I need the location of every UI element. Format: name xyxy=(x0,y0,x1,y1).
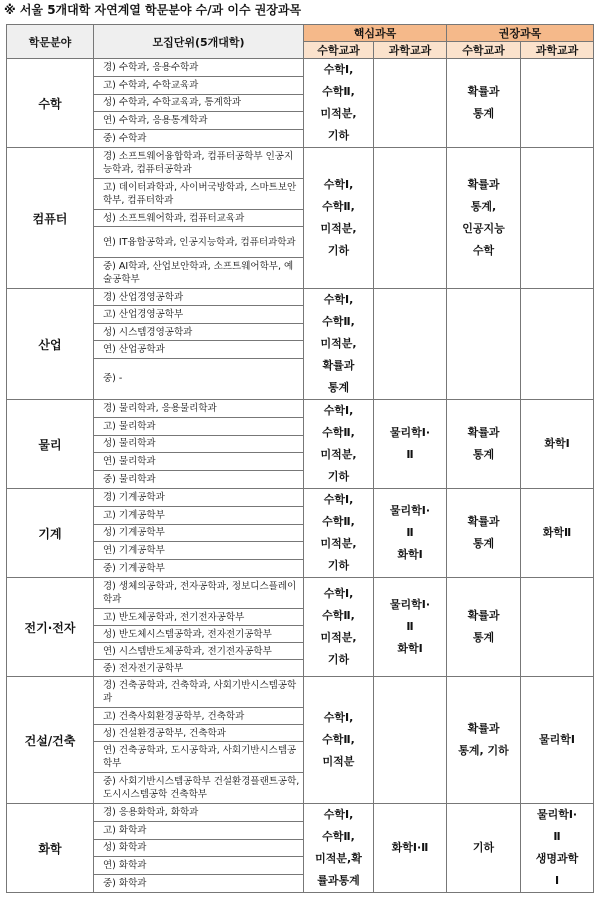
subject-line: 수학Ⅰ, xyxy=(323,178,354,191)
subject-line: 화학Ⅰ xyxy=(397,642,423,655)
page-title: ※ 서울 5개대학 자연계열 학문분야 수/과 이수 권장과목 xyxy=(4,3,302,17)
subject-line: 확률과 xyxy=(467,515,500,528)
rec-science-cell xyxy=(521,804,594,893)
unit-cell: 고) 기계공학부 xyxy=(94,506,304,524)
unit-cell: 성) 시스템경영공학과 xyxy=(94,323,304,340)
unit-cell: 중) 전자전기공학부 xyxy=(94,660,304,677)
field-name: 건설/건축 xyxy=(7,677,94,804)
unit-cell: 경) 응용화학과, 화학과 xyxy=(94,804,304,822)
table-row xyxy=(7,289,594,306)
subject-line: 수학Ⅱ, xyxy=(322,515,355,528)
subject-line: 확률과 xyxy=(467,609,500,622)
units-header: 모집단위(5개대학) xyxy=(94,25,304,59)
rec-science-cell xyxy=(521,489,594,578)
unit-cell: 경) 기계공학과 xyxy=(94,489,304,507)
unit-cell: 연) 산업공학과 xyxy=(94,341,304,358)
subject-line: 생명과학 xyxy=(535,852,579,865)
table-row xyxy=(7,578,594,609)
subject-line: Ⅱ xyxy=(406,526,414,539)
subject-line: 화학Ⅰ xyxy=(544,437,570,450)
core-science-cell xyxy=(374,148,447,289)
unit-cell: 고) 물리학과 xyxy=(94,417,304,435)
subject-line: 미적분, xyxy=(320,631,357,644)
rec-science-cell xyxy=(521,148,594,289)
field-name: 산업 xyxy=(7,289,94,400)
rec-math-cell xyxy=(447,578,521,677)
subject-line: 수학Ⅱ, xyxy=(322,733,355,746)
subject-line: 수학Ⅰ, xyxy=(323,493,354,506)
unit-cell: 고) 데이터과학과, 사이버국방학과, 스마트보안학부, 컴퓨터학과 xyxy=(94,179,304,210)
unit-cell: 연) 물리학과 xyxy=(94,453,304,471)
subject-line: 확률과 xyxy=(467,722,500,735)
subject-line: 수학Ⅰ, xyxy=(323,293,354,306)
subject-line: 미적분 xyxy=(322,755,355,768)
core-math-cell xyxy=(304,804,374,893)
core-science-header: 과학교과 xyxy=(374,42,447,59)
unit-cell: 연) 시스템반도체공학과, 전기전자공학부 xyxy=(94,643,304,660)
rec-math-cell xyxy=(447,677,521,804)
unit-cell: 성) 건설환경공학부, 건축학과 xyxy=(94,725,304,742)
field-name: 기계 xyxy=(7,489,94,578)
rec-math-cell xyxy=(447,400,521,489)
subject-line: Ⅱ xyxy=(553,830,561,843)
subject-line: 확률과 xyxy=(322,359,355,372)
subject-line: 미적분, xyxy=(320,448,357,461)
unit-cell: 경) 수학과, 응용수학과 xyxy=(94,59,304,77)
subject-line: 수학Ⅱ, xyxy=(322,315,355,328)
subject-line: 통계 xyxy=(472,631,495,644)
unit-cell: 고) 산업경영공학부 xyxy=(94,306,304,323)
subject-line: 수학Ⅰ, xyxy=(323,587,354,600)
unit-cell: 경) 건축공학과, 건축학과, 사회기반시스템공학과 xyxy=(94,677,304,708)
unit-cell: 고) 화학과 xyxy=(94,821,304,839)
subject-line: 수학Ⅱ, xyxy=(322,830,355,843)
table-row xyxy=(7,804,594,822)
subject-line: 통계 xyxy=(472,537,495,550)
rec-math-cell xyxy=(447,804,521,893)
unit-cell: 고) 반도체공학과, 전기전자공학부 xyxy=(94,609,304,626)
subject-line: 률과통계 xyxy=(317,874,360,887)
core-math-cell xyxy=(304,148,374,289)
rec-science-cell xyxy=(521,289,594,400)
table-body xyxy=(7,59,594,893)
field-header: 학문분야 xyxy=(7,25,94,59)
recommended-subjects-header: 권장과목 xyxy=(447,25,594,42)
unit-cell: 성) 반도체시스템공학과, 전자전기공학부 xyxy=(94,626,304,643)
unit-cell: 경) 산업경영공학과 xyxy=(94,289,304,306)
unit-cell: 성) 기계공학부 xyxy=(94,524,304,542)
unit-cell: 중) AI학과, 산업보안학과, 소프트웨어학부, 예술공학부 xyxy=(94,258,304,289)
unit-cell: 고) 건축사회환경공학부, 건축학과 xyxy=(94,708,304,725)
core-science-cell xyxy=(374,804,447,893)
subject-line: 물리학Ⅰ· xyxy=(536,808,578,821)
subject-line: 확률과 xyxy=(467,426,500,439)
core-math-cell xyxy=(304,400,374,489)
rec-math-cell xyxy=(447,489,521,578)
core-math-cell xyxy=(304,59,374,148)
subject-line: 미적분, xyxy=(320,337,357,350)
field-name: 물리 xyxy=(7,400,94,489)
unit-cell: 중) 사회기반시스템공학부 건설환경플랜트공학, 도시시스템공학 건축학부 xyxy=(94,773,304,804)
rec-math-cell xyxy=(447,148,521,289)
table-row xyxy=(7,400,594,418)
subject-line: 기하 xyxy=(472,841,495,854)
unit-cell: 중) 화학과 xyxy=(94,875,304,893)
subject-line: 수학Ⅰ, xyxy=(323,404,354,417)
core-science-cell xyxy=(374,578,447,677)
unit-cell: 연) 수학과, 응용통계학과 xyxy=(94,112,304,130)
field-name: 컴퓨터 xyxy=(7,148,94,289)
subject-line: 수학Ⅱ, xyxy=(322,85,355,98)
rec-science-header: 과학교과 xyxy=(521,42,594,59)
subject-line: 수학Ⅰ, xyxy=(323,808,354,821)
unit-cell: 성) 물리학과 xyxy=(94,435,304,453)
unit-cell: 고) 수학과, 수학교육과 xyxy=(94,76,304,94)
subject-line: 통계 xyxy=(327,381,350,394)
subject-line: 기하 xyxy=(327,470,350,483)
field-name: 수학 xyxy=(7,59,94,148)
core-math-cell xyxy=(304,489,374,578)
subject-line: 수학Ⅱ, xyxy=(322,609,355,622)
core-math-cell xyxy=(304,677,374,804)
subject-line: 통계, xyxy=(470,200,497,213)
subject-line: Ⅱ xyxy=(406,448,414,461)
unit-cell: 중) 기계공학부 xyxy=(94,560,304,578)
rec-math-header: 수학교과 xyxy=(447,42,521,59)
rec-math-cell xyxy=(447,59,521,148)
unit-cell: 중) - xyxy=(94,358,304,399)
core-science-cell xyxy=(374,489,447,578)
subject-line: 확률과 xyxy=(467,85,500,98)
table-row xyxy=(7,677,594,708)
subject-line: 물리학Ⅰ· xyxy=(389,598,431,611)
table-row xyxy=(7,489,594,507)
core-science-cell xyxy=(374,677,447,804)
rec-science-cell xyxy=(521,400,594,489)
rec-science-cell xyxy=(521,59,594,148)
subject-line: 수학Ⅰ, xyxy=(323,63,354,76)
core-science-cell xyxy=(374,289,447,400)
core-math-cell xyxy=(304,289,374,400)
unit-cell: 중) 수학과 xyxy=(94,130,304,148)
unit-cell: 경) 생체의공학과, 전자공학과, 정보디스플레이학과 xyxy=(94,578,304,609)
unit-cell: 연) IT융합공학과, 인공지능학과, 컴퓨터과학과 xyxy=(94,227,304,258)
curriculum-table xyxy=(6,24,594,893)
unit-cell: 중) 물리학과 xyxy=(94,471,304,489)
subject-line: 기하 xyxy=(327,244,350,257)
unit-cell: 성) 수학과, 수학교육과, 통계학과 xyxy=(94,94,304,112)
subject-line: 미적분,확 xyxy=(315,852,362,865)
subject-line: 수학 xyxy=(472,244,495,257)
subject-line: 물리학Ⅰ· xyxy=(389,426,431,439)
unit-cell: 연) 기계공학부 xyxy=(94,542,304,560)
core-science-cell xyxy=(374,400,447,489)
field-name: 전기·전자 xyxy=(7,578,94,677)
rec-science-cell xyxy=(521,578,594,677)
subject-line: 수학Ⅰ, xyxy=(323,711,354,724)
subject-line: 기하 xyxy=(327,653,350,666)
subject-line: 통계 xyxy=(472,448,495,461)
subject-line: 기하 xyxy=(327,129,350,142)
table-row xyxy=(7,148,594,179)
subject-line: 화학Ⅱ xyxy=(542,526,572,539)
subject-line: 화학Ⅰ·Ⅱ xyxy=(391,841,429,854)
subject-line: 기하 xyxy=(327,559,350,572)
rec-science-cell xyxy=(521,677,594,804)
core-subjects-header: 핵심과목 xyxy=(304,25,447,42)
unit-cell: 연) 건축공학과, 도시공학과, 사회기반시스템공학부 xyxy=(94,742,304,773)
unit-cell: 연) 화학과 xyxy=(94,857,304,875)
subject-line: 확률과 xyxy=(467,178,500,191)
subject-line: 화학Ⅰ xyxy=(397,548,423,561)
subject-line: 물리학Ⅰ· xyxy=(389,504,431,517)
core-math-cell xyxy=(304,578,374,677)
subject-line: 미적분, xyxy=(320,107,357,120)
unit-cell: 경) 소프트웨어융합학과, 컴퓨터공학부 인공지능학과, 컴퓨터공학과 xyxy=(94,148,304,179)
rec-math-cell xyxy=(447,289,521,400)
subject-line: 수학Ⅱ, xyxy=(322,200,355,213)
unit-cell: 성) 화학과 xyxy=(94,839,304,857)
subject-line: 통계, 기하 xyxy=(458,744,509,757)
subject-line: 물리학Ⅰ xyxy=(539,733,576,746)
subject-line: Ⅰ xyxy=(554,874,560,887)
subject-line: Ⅱ xyxy=(406,620,414,633)
field-name: 화학 xyxy=(7,804,94,893)
subject-line: 인공지능 xyxy=(462,222,505,235)
table-row xyxy=(7,59,594,77)
subject-line: 수학Ⅱ, xyxy=(322,426,355,439)
subject-line: 미적분, xyxy=(320,222,357,235)
unit-cell: 성) 소프트웨어학과, 컴퓨터교육과 xyxy=(94,210,304,227)
unit-cell: 경) 물리학과, 응용물리학과 xyxy=(94,400,304,418)
core-math-header: 수학교과 xyxy=(304,42,374,59)
subject-line: 통계 xyxy=(472,107,495,120)
subject-line: 미적분, xyxy=(320,537,357,550)
core-science-cell xyxy=(374,59,447,148)
